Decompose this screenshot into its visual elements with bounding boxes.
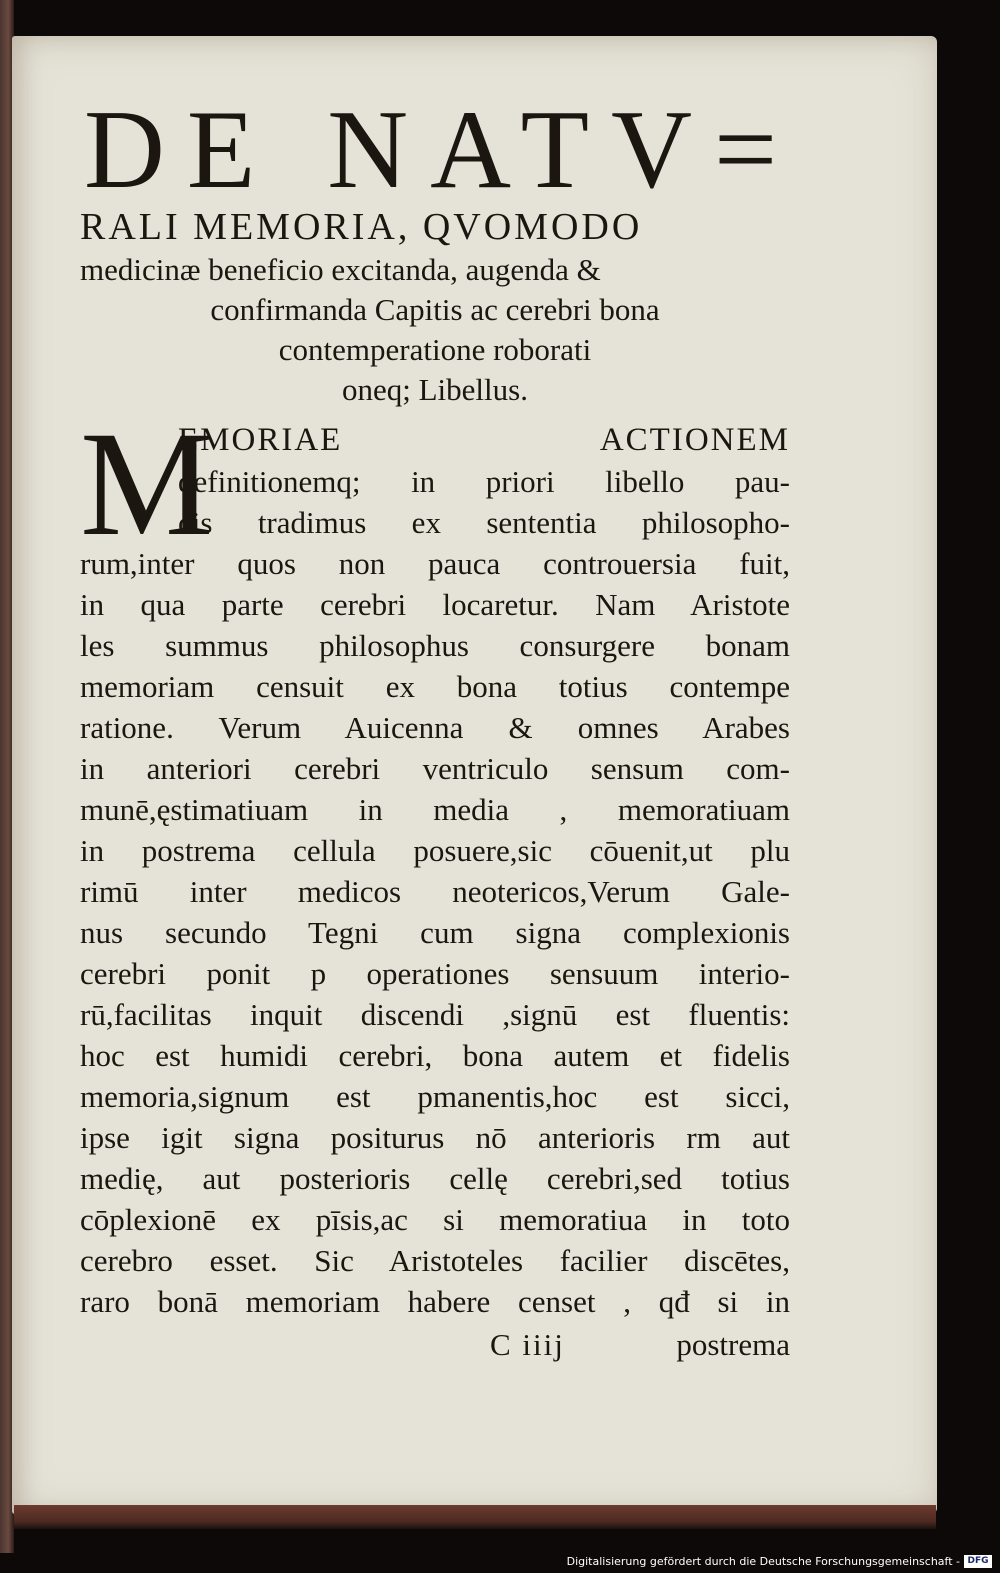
body-line: definitionemq; in priori libello pau- (178, 464, 790, 499)
heading-sub-line: confirmanda Capitis ac cerebri bona (210, 292, 660, 327)
drop-cap: M (80, 401, 214, 567)
body-line: cis tradimus ex sententia philosopho- (178, 505, 790, 540)
body-line: cerebri ponit p operationes sensuum interio- (80, 956, 790, 991)
body-line: nus secundo Tegni cum signa complexionis (80, 915, 790, 950)
catchword: postrema (676, 1327, 790, 1362)
body-line: memoria,signum est pmanentis,hoc est sicci, (80, 1079, 790, 1114)
body-line: raro bonā memoriam habere censet , qđ si in (80, 1284, 790, 1319)
heading-sub-line: medicinæ beneficio excitanda, augenda & (80, 252, 601, 287)
signature-mark: C iiij (490, 1327, 565, 1362)
body-line: in postrema cellula posuere,sic cōuenit,ut plu (80, 833, 790, 868)
body-line: EMORIAE ACTIONEM (178, 422, 790, 458)
page-bottom-edge (14, 1505, 936, 1529)
body-line: ratione. Verum Auicenna & omnes Arabes (80, 710, 790, 745)
heading-line-1: DE NATV= (84, 88, 800, 212)
funding-note: Digitalisierung gefördert durch die Deutsche Forschungsgemeinschaft - (566, 1555, 960, 1568)
dfg-logo: DFG (964, 1555, 992, 1568)
body-line: memoriam censuit ex bona totius contempe (80, 669, 790, 704)
body-line: munē,ęstimatiuam in media , memoratiuam (80, 792, 790, 827)
body-line: rū,facilitas inquit discendi ,signū est fluentis: (80, 997, 790, 1032)
heading-sub-line: oneq; Libellus. (342, 372, 528, 407)
body-line: in qua parte cerebri locaretur. Nam Aristote (80, 587, 790, 622)
body-line: medię, aut posterioris cellę cerebri,sed totius (80, 1161, 790, 1196)
body-line: les summus philosophus consurgere bonam (80, 628, 790, 663)
body-text (80, 401, 790, 1322)
body-line: rimū inter medicos neotericos,Verum Gale- (80, 874, 790, 909)
heading-line-2: RALI MEMORIA, QVOMODO (80, 206, 643, 248)
body-line: in anteriori cerebri ventriculo sensum com- (80, 751, 790, 786)
body-line: rum,inter quos non pauca controuersia fuit, (80, 546, 790, 581)
body-line: hoc est humidi cerebri, bona autem et fidelis (80, 1038, 790, 1073)
body-line: cōplexionē ex pīsis,ac si memoratiua in toto (80, 1202, 790, 1237)
body-line: ipse igit signa positurus nō anterioris rm aut (80, 1120, 790, 1155)
page-text (80, 88, 800, 1365)
page-foot-line (80, 1324, 790, 1365)
heading-sub-line: contemperatione roborati (278, 332, 592, 367)
body-line: cerebro esset. Sic Aristoteles facilier discētes, (80, 1243, 790, 1278)
